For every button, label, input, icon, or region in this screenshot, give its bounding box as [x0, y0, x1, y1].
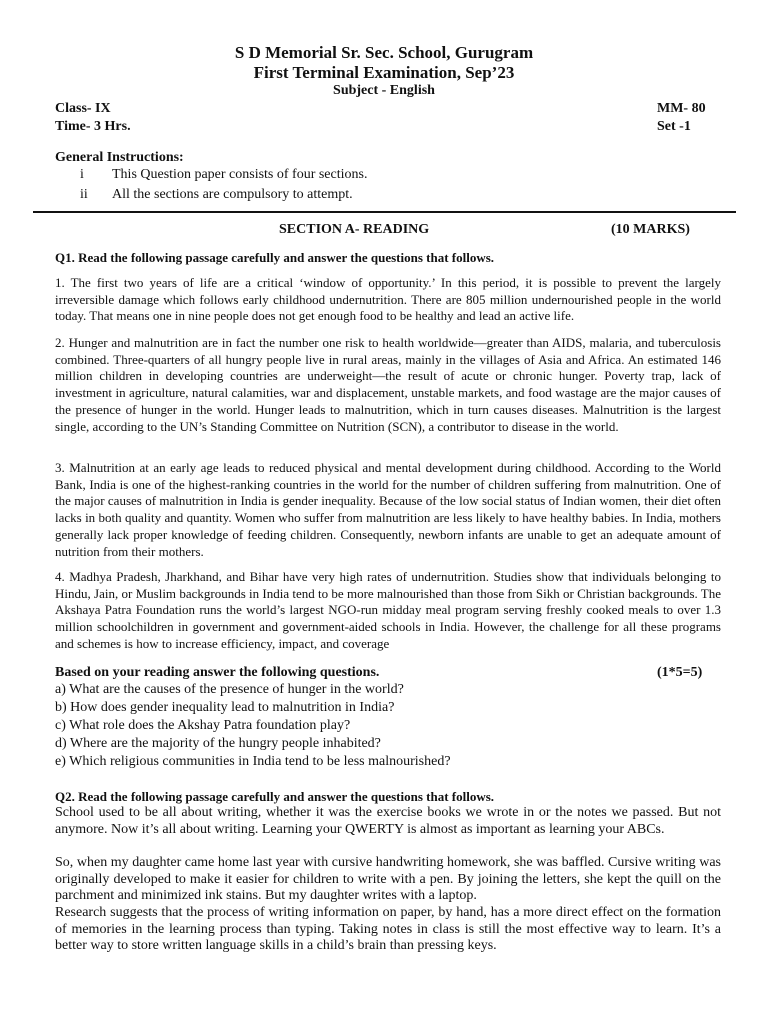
divider-rule	[33, 211, 736, 213]
time-label: Time- 3 Hrs.	[55, 119, 131, 134]
instruction-item	[80, 186, 353, 204]
q2-paragraph-3: Research suggests that the process of writing information on paper, by hand, has a more direct effect on the formation of memories in the learning process than typing. Taking notes in class is still the most effective way to learn. It’s a better way to store written language skills in a child’s brain than pressing keys.	[55, 905, 721, 954]
class-label: Class- IX	[55, 101, 111, 116]
exam-title: First Terminal Examination, Sep’23	[253, 63, 515, 82]
instruction-text: All the sections are compulsory to attempt.	[112, 187, 353, 202]
q2-paragraph-1: School used to be all about writing, whether it was the exercise books we wrote in or the notes we passed. But not anymore. Now it’s all about writing. Learning your QWERTY is almost as important as learning your ABCs.	[55, 805, 721, 837]
instruction-number: i	[80, 167, 84, 182]
q1-paragraph-1: 1. The first two years of life are a critical ‘window of opportunity.’ In this period, it is possible to prevent the largely irreversible damage which follows early childhood undernutrition. There are 805 million undernourished people in the world today. That means one in nine people does not get enough food to be healthy and lead an active life.	[55, 275, 721, 324]
set-label: Set -1	[657, 119, 691, 134]
subject-title: Subject - English	[333, 83, 435, 98]
q2-prompt: Q2. Read the following passage carefully and answer the questions that follows.	[55, 789, 495, 804]
list-item: a) What are the causes of the presence of hunger in the world?	[55, 682, 404, 697]
section-a-title: SECTION A- READING	[279, 222, 430, 237]
q1-marks: (1*5=5)	[657, 665, 703, 680]
q1-paragraph-2: 2. Hunger and malnutrition are in fact the number one risk to health worldwide—greater than AIDS, malaria, and tuberculosis combined. Three-quarters of all hungry people live in rural areas, mainly in the villages of Asia and Africa. An estimated 146 million children in developing countries are underweight—the result of acute or chronic hunger. Poverty trap, lack of investment in agriculture, natural calamities, war and displacement, unstable markets, and food wastage are the major causes of the presence of hunger in the world. Hunger leads to malnutrition, which in turn causes diseases. Malnutrition is the largest single, according to the UN’s Standing Committee on Nutrition (SCN), a contributor to disease in the world.	[55, 335, 721, 434]
q1-question-list	[55, 681, 721, 771]
list-item: c) What role does the Akshay Patra foundation play?	[55, 718, 351, 733]
list-item: d) Where are the majority of the hungry people inhabited?	[55, 736, 381, 751]
instructions-title: General Instructions:	[55, 150, 184, 165]
instruction-text: This Question paper consists of four sections.	[112, 167, 368, 182]
list-item: b) How does gender inequality lead to malnutrition in India?	[55, 700, 395, 715]
q1-paragraph-3: 3. Malnutrition at an early age leads to reduced physical and mental development during childhood. According to the World Bank, India is one of the highest-ranking countries in the world for the number of children suffering from malnutrition. One of the major causes of malnutrition in India is gender inequality. Because of the low social status of Indian women, their diet often lacks in both quality and quantity. Women who suffer from malnutrition are less likely to have healthy babies. In India, mothers generally lack proper knowledge of feeding children. Consequently, newborn infants are unable to get an adequate amount of nutrition from their mothers.	[55, 460, 721, 559]
q1-prompt: Q1. Read the following passage carefully and answer the questions that follows.	[55, 250, 495, 265]
q2-paragraph-2: So, when my daughter came home last year with cursive handwriting homework, she was baffled. Cursive writing was originally developed to make it easier for children to write with a pen. By joining the letters, she kept the quill on the parchment and minimized ink stains. But my daughter writes with a laptop.	[55, 855, 721, 904]
instruction-item	[80, 166, 367, 184]
list-item: e) Which religious communities in India tend to be less malnourished?	[55, 754, 451, 769]
max-marks: MM- 80	[657, 101, 706, 116]
instruction-number: ii	[80, 187, 88, 202]
school-name: S D Memorial Sr. Sec. School, Gurugram	[234, 43, 534, 62]
q1-paragraph-4: 4. Madhya Pradesh, Jharkhand, and Bihar have very high rates of undernutrition. Studies show that individuals belonging to Hindu, Jain, or Muslim backgrounds in India tend to be more malnourished than those from Sikh or Christian backgrounds. The Akshaya Patra Foundation runs the world’s largest NGO-run midday meal program serving freshly cooked meals to over 1.3 million schoolchildren in government and government-aided schools in India. However, the challenge for all these programs and schemes is how to increase efficiency, impact, and coverage	[55, 569, 721, 651]
q1-based-on: Based on your reading answer the following questions.	[55, 665, 380, 680]
section-a-marks: (10 MARKS)	[611, 222, 690, 237]
